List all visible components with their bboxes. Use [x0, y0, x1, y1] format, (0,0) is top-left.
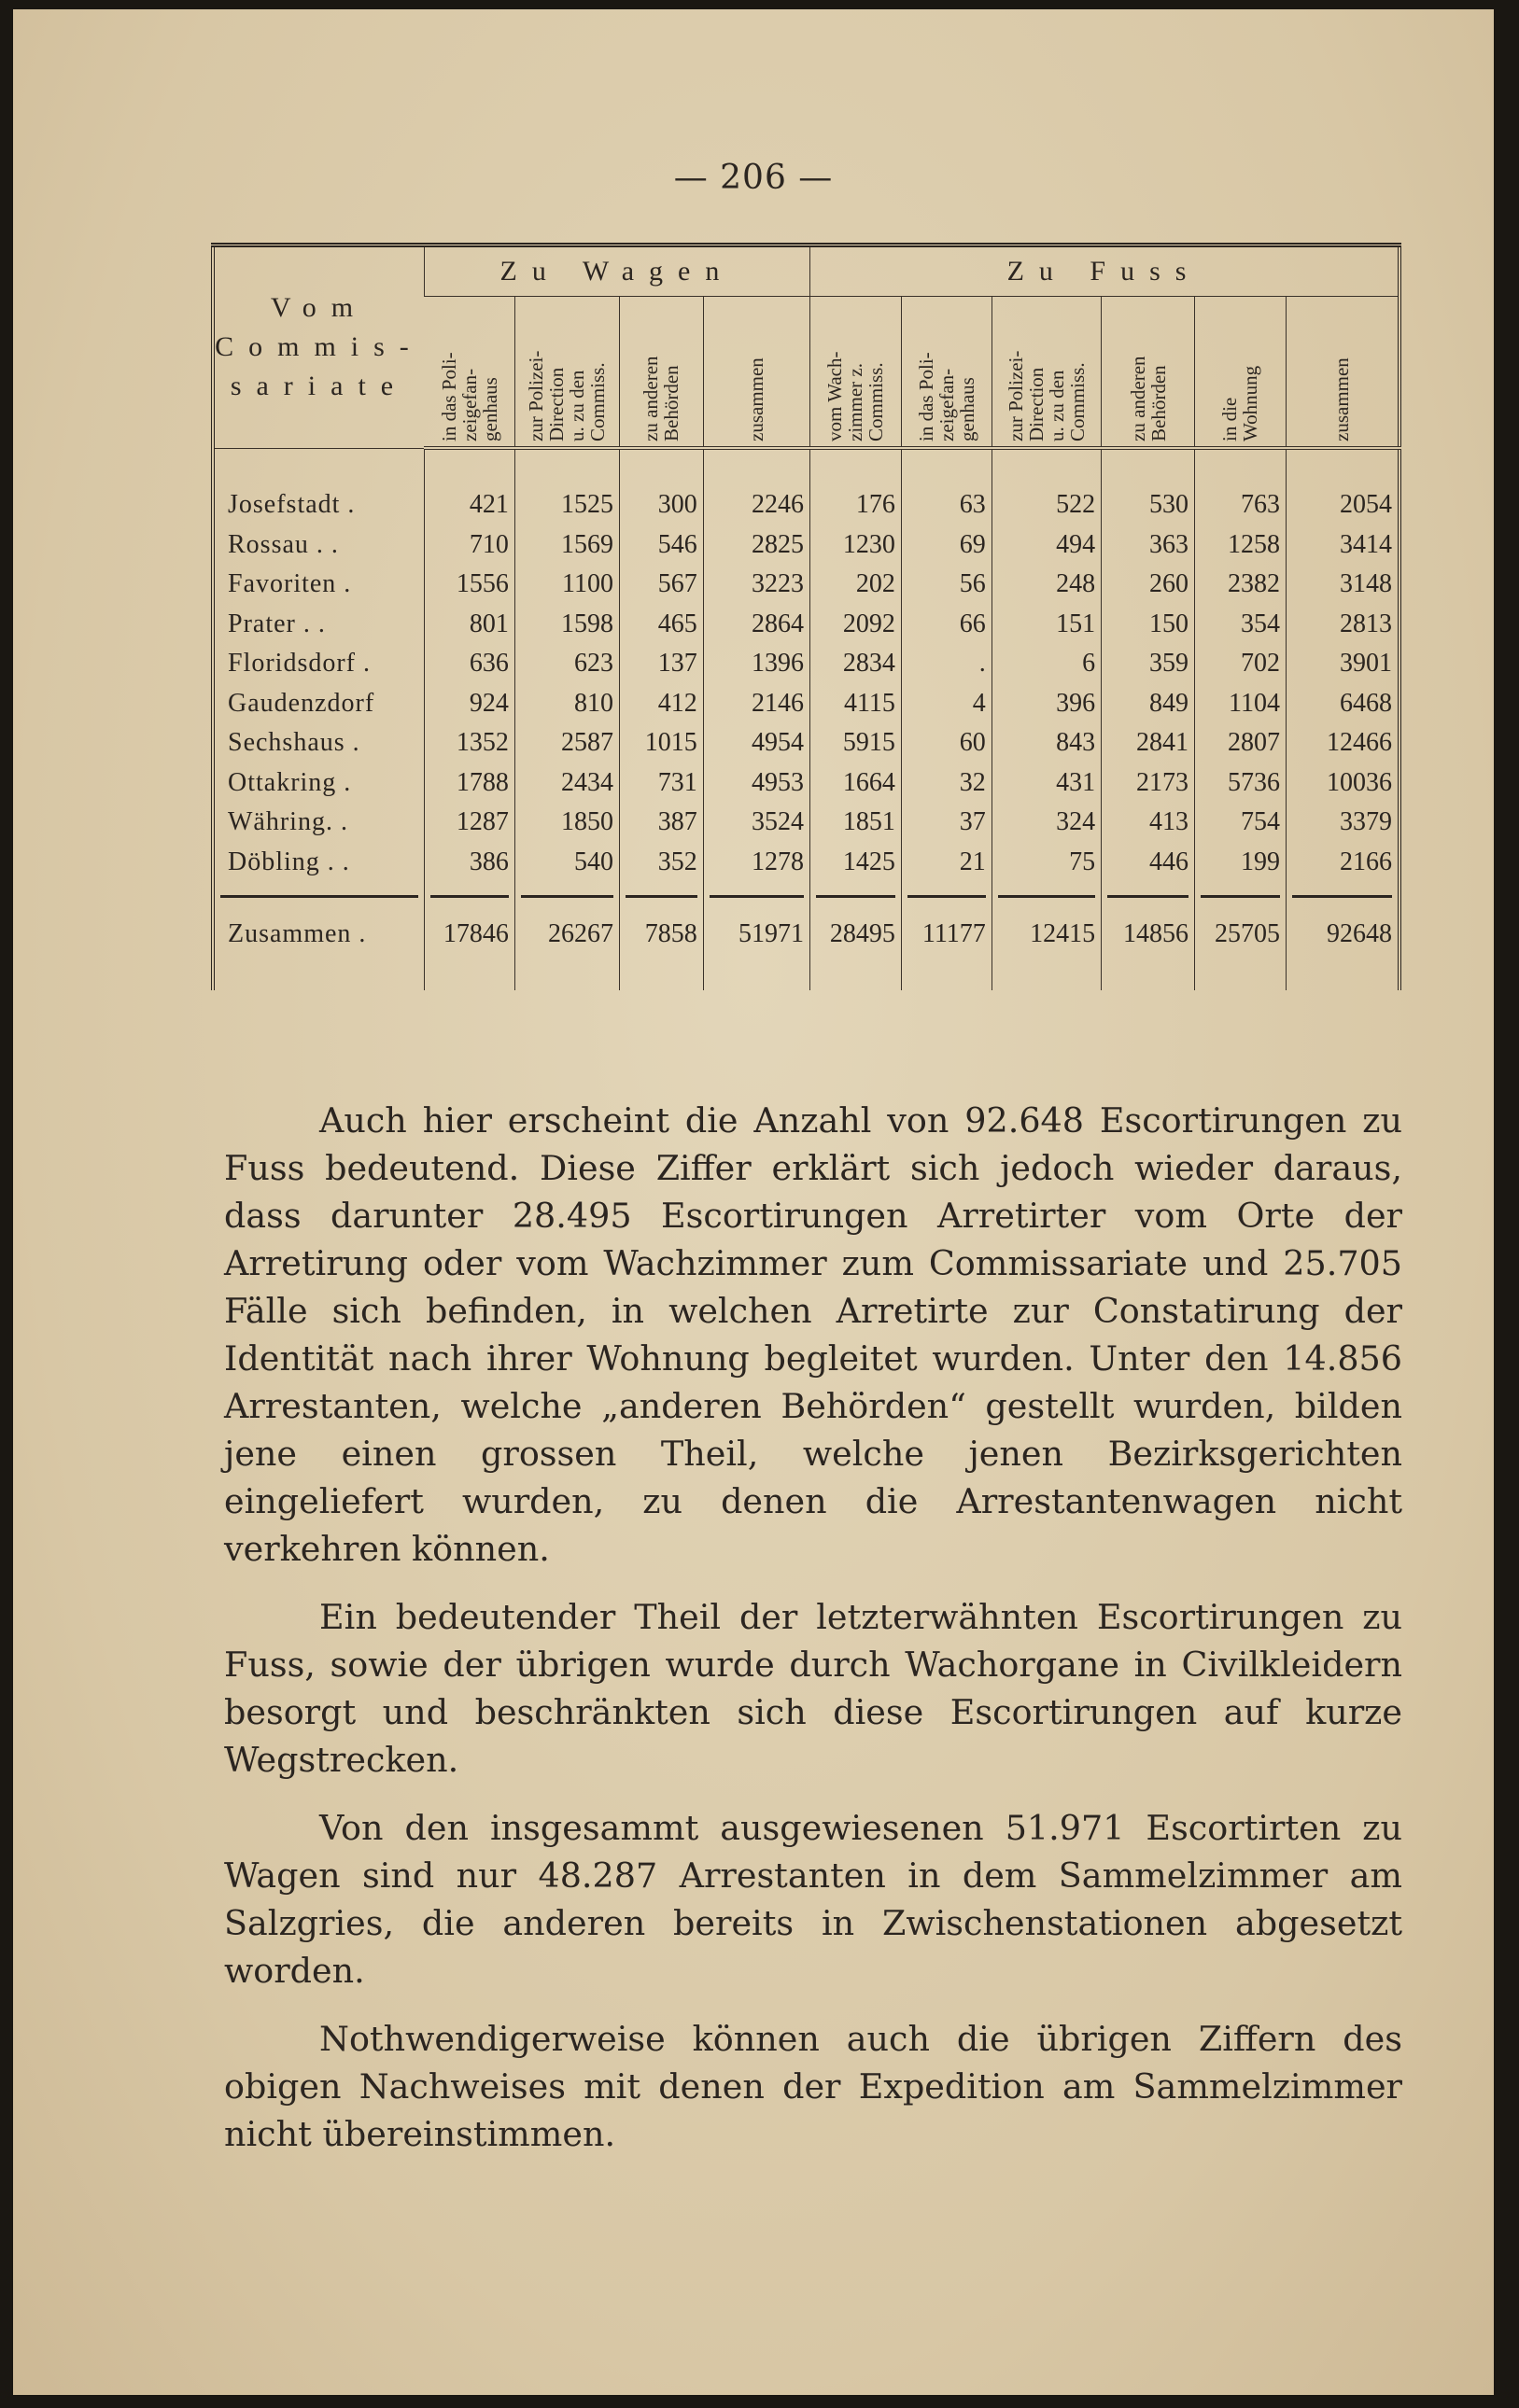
table-cell: 801: [424, 605, 514, 645]
table-cell: 150: [1102, 605, 1195, 645]
total-cell: 92648: [1286, 910, 1399, 959]
table-cell: 2834: [810, 644, 902, 684]
row-label: Floridsdorf .: [228, 649, 371, 679]
table-cell: 60: [901, 723, 992, 763]
table-cell: 2054: [1286, 448, 1399, 525]
row-label: Rossau . .: [228, 529, 339, 559]
total-cell: 17846: [424, 910, 514, 959]
table-cell: 421: [424, 448, 514, 525]
table-row: [213, 763, 1399, 804]
table-cell: 354: [1195, 605, 1287, 645]
column-header-text: zur Polizei- Direction u. zu den Commiss.: [1004, 350, 1089, 441]
table-cell: 1598: [514, 605, 619, 645]
table-cell: 5915: [810, 723, 902, 763]
table-cell: 494: [992, 525, 1101, 566]
table-cell: 731: [620, 763, 704, 804]
table-cell: 359: [1102, 644, 1195, 684]
bottom-cell: [1195, 959, 1287, 990]
total-cell: 51971: [703, 910, 809, 959]
rule-cell: [992, 882, 1101, 910]
rule-cell: [213, 882, 424, 910]
table-cell: 3223: [703, 565, 809, 605]
table-cell: 4953: [703, 763, 809, 804]
table-cell: 1525: [514, 448, 619, 525]
table-cell: 1100: [514, 565, 619, 605]
column-header-text: zusammen: [1330, 357, 1354, 441]
table-cell: 540: [514, 843, 619, 883]
rule-cell: [901, 882, 992, 910]
table-cell: 2173: [1102, 763, 1195, 804]
group-header-fuss: Zu Fuss: [810, 245, 1400, 297]
table-cell: .: [901, 644, 992, 684]
table-cell: 1230: [810, 525, 902, 566]
stub-header-text: Vom Commis- sariate: [215, 292, 424, 402]
column-header-text: zu anderen Behörden: [640, 356, 683, 441]
bottom-cell: [1286, 959, 1399, 990]
table-cell: 1664: [810, 763, 902, 804]
table-cell: 387: [620, 803, 704, 843]
bottom-cell: [424, 959, 514, 990]
table-cell: 300: [620, 448, 704, 525]
total-cell: 7858: [620, 910, 704, 959]
column-header: [992, 297, 1101, 449]
table-cell: 202: [810, 565, 902, 605]
table-row: [213, 684, 1399, 724]
table-cell: 37: [901, 803, 992, 843]
table-row: [213, 448, 1399, 525]
table-cell: 636: [424, 644, 514, 684]
table-cell: 567: [620, 565, 704, 605]
table-cell: 623: [514, 644, 619, 684]
table-cell: 21: [901, 843, 992, 883]
table-cell: 1287: [424, 803, 514, 843]
table-cell: 2825: [703, 525, 809, 566]
table-cell: 176: [810, 448, 902, 525]
table-cell: 199: [1195, 843, 1287, 883]
table-cell: 702: [1195, 644, 1287, 684]
table-cell: 1015: [620, 723, 704, 763]
table-cell: 2092: [810, 605, 902, 645]
table-cell: 763: [1195, 448, 1287, 525]
table-cell: 2146: [703, 684, 809, 724]
sum-rule: [213, 882, 1399, 910]
table-cell: 352: [620, 843, 704, 883]
table-cell: 260: [1102, 565, 1195, 605]
column-header: [1286, 297, 1399, 449]
column-header: [810, 297, 902, 449]
row-label: Sechshaus .: [228, 728, 360, 758]
rule-cell: [620, 882, 704, 910]
bottom-cell: [1102, 959, 1195, 990]
total-cell: 12415: [992, 910, 1101, 959]
table-cell: 1425: [810, 843, 902, 883]
table-cell: 137: [620, 644, 704, 684]
table-cell: 1850: [514, 803, 619, 843]
table-cell: 32: [901, 763, 992, 804]
book-page: [13, 9, 1494, 2395]
row-label: Gaudenzdorf: [228, 688, 375, 718]
table-cell: 3379: [1286, 803, 1399, 843]
table-cell: 324: [992, 803, 1101, 843]
table-cell: 1104: [1195, 684, 1287, 724]
body-text: [224, 1097, 1402, 2178]
row-label: Ottakring .: [228, 767, 352, 797]
table-cell: 1556: [424, 565, 514, 605]
rule-cell: [703, 882, 809, 910]
table-cell: 2434: [514, 763, 619, 804]
rule-cell: [514, 882, 619, 910]
total-row: [213, 910, 1399, 959]
table-cell: 63: [901, 448, 992, 525]
table-cell: 6468: [1286, 684, 1399, 724]
total-cell: 26267: [514, 910, 619, 959]
table-cell: 10036: [1286, 763, 1399, 804]
table-cell: 1278: [703, 843, 809, 883]
total-label: Zusammen .: [228, 919, 367, 948]
table-cell: 843: [992, 723, 1101, 763]
bottom-cell: [810, 959, 902, 990]
column-header-text: zur Polizei- Direction u. zu den Commiss.: [525, 350, 610, 441]
table-row: [213, 565, 1399, 605]
paragraph: Von den insgesammt ausgewiesenen 51.971 Escortirten zu Wagen sind nur 48.287 Arrestanten in dem Sammelzimmer am Salzgries, die anderen bereits in Zwischenstationen abgesetzt worden.: [224, 1808, 1402, 1991]
table-cell: 710: [424, 525, 514, 566]
rule-cell: [810, 882, 902, 910]
table-cell: 2587: [514, 723, 619, 763]
table-row: [213, 644, 1399, 684]
escort-statistics-table: [211, 243, 1401, 1055]
table-cell: 849: [1102, 684, 1195, 724]
column-header: [424, 297, 514, 449]
rule-cell: [1195, 882, 1287, 910]
table-row: [213, 723, 1399, 763]
column-header-text: in das Poli- zeigefan- genhaus: [914, 352, 978, 441]
rule-cell: [1286, 882, 1399, 910]
table-cell: 3148: [1286, 565, 1399, 605]
bottom-cell: [992, 959, 1101, 990]
table-cell: 2166: [1286, 843, 1399, 883]
table-cell: 2246: [703, 448, 809, 525]
column-header: [620, 297, 704, 449]
table-cell: 2813: [1286, 605, 1399, 645]
table-cell: 4115: [810, 684, 902, 724]
table-cell: 924: [424, 684, 514, 724]
column-header-text: zusammen: [745, 357, 768, 441]
table-cell: 1352: [424, 723, 514, 763]
table-row: [213, 525, 1399, 566]
bottom-cell: [703, 959, 809, 990]
table-cell: 522: [992, 448, 1101, 525]
table-cell: 465: [620, 605, 704, 645]
column-header-text: zu anderen Behörden: [1126, 356, 1170, 441]
table-cell: 1569: [514, 525, 619, 566]
table-cell: 396: [992, 684, 1101, 724]
table-row: [213, 843, 1399, 883]
table-cell: 3524: [703, 803, 809, 843]
table-cell: 2864: [703, 605, 809, 645]
stub-header: [213, 245, 424, 449]
table-cell: 56: [901, 565, 992, 605]
table-cell: 1258: [1195, 525, 1287, 566]
table-cell: 754: [1195, 803, 1287, 843]
row-label: Prater . .: [228, 609, 326, 638]
bottom-cell: [620, 959, 704, 990]
column-header: [901, 297, 992, 449]
table-cell: 3414: [1286, 525, 1399, 566]
column-header: [1102, 297, 1195, 449]
table-cell: 530: [1102, 448, 1195, 525]
row-label: Josefstadt .: [228, 489, 356, 519]
row-label: Döbling . .: [228, 847, 350, 876]
rule-cell: [424, 882, 514, 910]
table-cell: 431: [992, 763, 1101, 804]
table-cell: 69: [901, 525, 992, 566]
table-cell: 151: [992, 605, 1101, 645]
bottom-cell: [514, 959, 619, 990]
table-cell: 1788: [424, 763, 514, 804]
row-label: Währing. .: [228, 807, 348, 837]
paragraph: Nothwendigerweise können auch die übrigen Ziffern des obigen Nachweises mit denen der Expedition am Sammelzimmer nicht übereinstimmen.: [224, 2019, 1402, 2154]
table-bottom: [213, 959, 1399, 990]
table-cell: 412: [620, 684, 704, 724]
table-cell: 6: [992, 644, 1101, 684]
total-cell: 25705: [1195, 910, 1287, 959]
table-cell: 75: [992, 843, 1101, 883]
table-cell: 386: [424, 843, 514, 883]
table-cell: 12466: [1286, 723, 1399, 763]
table-cell: 1851: [810, 803, 902, 843]
row-label: Favoriten .: [228, 569, 352, 599]
table-cell: 66: [901, 605, 992, 645]
table-cell: 4: [901, 684, 992, 724]
table-cell: 2382: [1195, 565, 1287, 605]
column-header: [514, 297, 619, 449]
table-cell: 5736: [1195, 763, 1287, 804]
bottom-cell: [213, 959, 424, 990]
table-cell: 446: [1102, 843, 1195, 883]
table-cell: 810: [514, 684, 619, 724]
group-header-wagen: Zu Wagen: [424, 245, 809, 297]
paragraph: Auch hier erscheint die Anzahl von 92.648 Escortirungen zu Fuss bedeutend. Diese Ziffer erklärt sich jedoch wieder daraus, dass darunter 28.495 Escortirungen Arretirter vom Orte der Arretirung oder vom Wachzimmer zum Commissariate und 25.705 Fälle sich befinden, in welchen Arretirte zur Constatirung der Identität nach ihrer Wohnung begleitet wurden. Unter den 14.856 Arrestanten, welche „anderen Behörden“ gestellt wurden, bilden jene einen grossen Theil, welche jenen Bezirksgerichten eingeliefert wurden, zu denen die Arrestantenwagen nicht verkehren können.: [224, 1100, 1402, 1569]
total-cell: 28495: [810, 910, 902, 959]
paragraph: Ein bedeutender Theil der letzterwähnten Escortirungen zu Fuss, sowie der übrigen wurde durch Wachorgane in Civilkleidern besorgt und beschränkten sich diese Escortirungen auf kurze Wegstrecken.: [224, 1597, 1402, 1780]
table-row: [213, 605, 1399, 645]
table-cell: 1396: [703, 644, 809, 684]
table-cell: 3901: [1286, 644, 1399, 684]
column-header-text: vom Wach- zimmer z. Commiss.: [823, 351, 888, 441]
column-header-text: in die Wohnung: [1218, 365, 1262, 441]
table-cell: 546: [620, 525, 704, 566]
rule-cell: [1102, 882, 1195, 910]
table-cell: 413: [1102, 803, 1195, 843]
table-cell: 4954: [703, 723, 809, 763]
table-cell: 363: [1102, 525, 1195, 566]
table-row: [213, 803, 1399, 843]
column-header-text: in das Poli- zeigefan- genhaus: [437, 352, 501, 441]
table-cell: 248: [992, 565, 1101, 605]
total-cell: 14856: [1102, 910, 1195, 959]
column-header: [1195, 297, 1287, 449]
page-number: — 206 —: [673, 159, 834, 197]
table-cell: 2841: [1102, 723, 1195, 763]
table-cell: 2807: [1195, 723, 1287, 763]
column-header: [703, 297, 809, 449]
bottom-cell: [901, 959, 992, 990]
total-cell: 11177: [901, 910, 992, 959]
